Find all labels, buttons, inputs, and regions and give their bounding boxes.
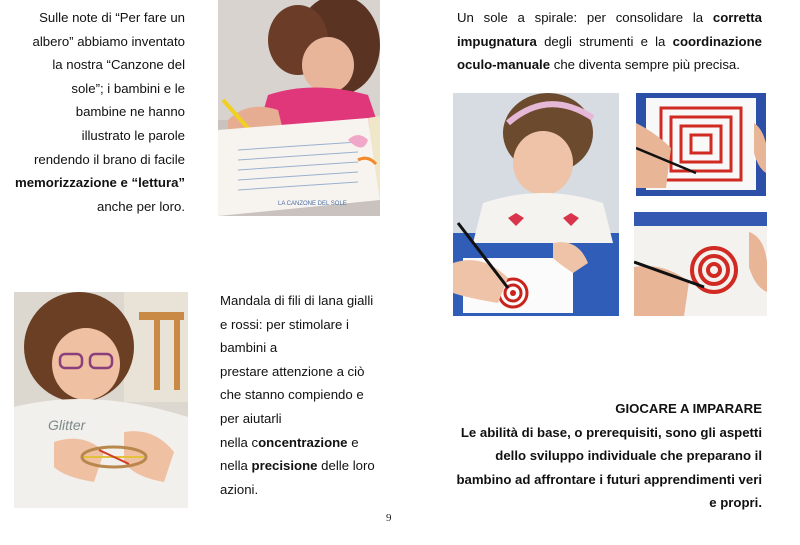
photo-girl-spiral-illustration bbox=[453, 93, 619, 316]
photo-girl-mandala bbox=[14, 292, 188, 508]
play-line: Le abilità di base, o prerequisiti, sono gli aspetti bbox=[460, 424, 762, 440]
mandala-line: Mandala di fili di lana gialli bbox=[220, 293, 374, 308]
mandala-line: prestare attenzione a ciò bbox=[220, 363, 365, 379]
page-number: 9 bbox=[386, 512, 392, 524]
song-line: rendendo il brano di facile bbox=[33, 151, 185, 167]
photo-spiral-square bbox=[636, 93, 766, 196]
song-line: la nostra “Canzone del bbox=[52, 57, 185, 73]
song-line: albero” abbiamo inventato bbox=[32, 33, 185, 49]
spiral-paragraph bbox=[457, 6, 762, 77]
song-paragraph bbox=[10, 6, 185, 218]
song-line: sole”; i bambini e le bbox=[71, 80, 185, 96]
play-line: dello sviluppo individuale che preparano il bbox=[495, 448, 762, 464]
photo-girl-mandala-illustration bbox=[14, 292, 188, 508]
mandala-line: e rossi: per stimolare i bbox=[220, 316, 349, 332]
photo-girl-writing-illustration bbox=[218, 0, 380, 216]
mandala-line: nella precisione delle loro bbox=[220, 458, 375, 474]
spiral-line: Un sole a spirale: per consolidare la corretta bbox=[457, 10, 762, 25]
mandala-line: nella concentrazione e bbox=[220, 434, 359, 450]
play-line: e propri. bbox=[709, 495, 762, 511]
notebook-handwriting: LA CANZONE DEL SOLE bbox=[278, 201, 347, 207]
song-line: anche per loro. bbox=[97, 198, 185, 214]
song-line: bambine ne hanno bbox=[75, 104, 185, 120]
mandala-paragraph bbox=[220, 289, 390, 501]
mandala-line: per aiutarli bbox=[220, 410, 282, 426]
photo-girl-writing bbox=[218, 0, 380, 216]
mandala-line: azioni. bbox=[220, 481, 259, 497]
song-line: illustrato le parole bbox=[81, 127, 185, 143]
spiral-line: impugnatura degli strumenti e la coordinazione bbox=[457, 33, 762, 49]
spiral-line: oculo-manuale che diventa sempre più precisa. bbox=[457, 57, 740, 73]
photo-spiral-square-illustration bbox=[636, 93, 766, 196]
photo-girl-spiral bbox=[453, 93, 619, 316]
shirt-print: Glitter bbox=[48, 417, 86, 433]
song-line-bold: memorizzazione e “lettura” bbox=[14, 175, 185, 191]
mandala-line: bambini a bbox=[220, 340, 278, 356]
play-line: bambino ad affrontare i futuri apprendimenti veri bbox=[456, 471, 762, 487]
song-line: Sulle note di “Per fare un bbox=[39, 10, 185, 25]
mandala-line: che stanno compiendo e bbox=[220, 387, 364, 403]
photo-spiral-round bbox=[634, 212, 767, 316]
play-title: GIOCARE A IMPARARE bbox=[615, 401, 762, 416]
photo-spiral-round-illustration bbox=[634, 212, 767, 316]
play-section bbox=[455, 397, 762, 515]
